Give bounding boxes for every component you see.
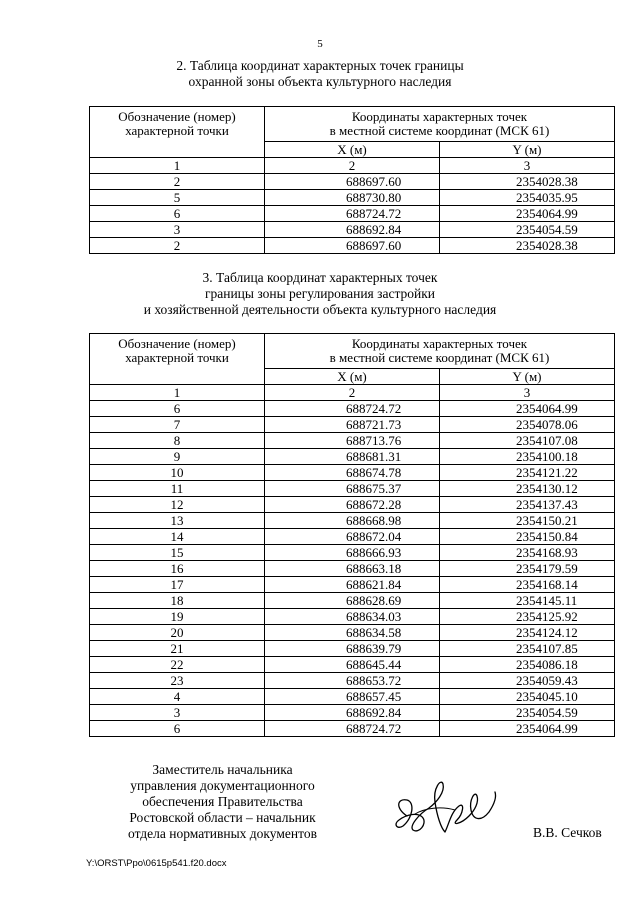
y-coordinate-cell: 2354150.21 — [440, 513, 615, 529]
point-number-cell: 3 — [90, 705, 265, 721]
table-row — [90, 657, 615, 673]
x-coordinate-cell: 688645.44 — [265, 657, 440, 673]
point-number-cell: 7 — [90, 417, 265, 433]
x-coordinate-cell: 688657.45 — [265, 689, 440, 705]
x-coordinate-cell: 688730.80 — [265, 190, 440, 206]
y-coordinate-cell: 2354028.38 — [440, 174, 615, 190]
index-cell: 1 — [90, 158, 265, 174]
x-coordinate-cell: 688653.72 — [265, 673, 440, 689]
y-coordinate-cell: 2354100.18 — [440, 449, 615, 465]
point-number-cell: 14 — [90, 529, 265, 545]
point-number-cell: 17 — [90, 577, 265, 593]
signatory-line: обеспечения Правительства — [142, 794, 303, 809]
signatory-line: управления документационного — [130, 778, 315, 793]
index-cell: 3 — [440, 385, 615, 401]
page-number: 5 — [317, 38, 323, 50]
coordinates-table-2 — [89, 333, 615, 737]
x-coordinate-cell: 688663.18 — [265, 561, 440, 577]
y-coordinate-cell: 2354125.92 — [440, 609, 615, 625]
x-coordinate-cell: 688697.60 — [265, 238, 440, 254]
x-coordinate-cell: 688721.73 — [265, 417, 440, 433]
x-coordinate-cell: 688692.84 — [265, 222, 440, 238]
point-number-cell: 23 — [90, 673, 265, 689]
x-coordinate-cell: 688692.84 — [265, 705, 440, 721]
signatory-line: Заместитель начальника — [152, 762, 293, 777]
point-number-cell: 8 — [90, 433, 265, 449]
table2-body — [90, 385, 615, 737]
table-row — [90, 174, 615, 190]
index-cell: 2 — [265, 158, 440, 174]
point-number-cell: 4 — [90, 689, 265, 705]
file-path: Y:\ORST\Ppo\0615p541.f20.docx — [86, 858, 227, 869]
table-row — [90, 449, 615, 465]
y-coordinate-cell: 2354028.38 — [440, 238, 615, 254]
header-line: Координаты характерных точек — [351, 336, 528, 351]
table1-title-line: охранной зоны объекта культурного наследия — [188, 74, 452, 89]
table-row — [90, 238, 615, 254]
table2-title-line: границы зоны регулирования застройки — [204, 286, 436, 301]
point-number-cell: 6 — [90, 401, 265, 417]
index-cell: 3 — [440, 158, 615, 174]
header-line: характерной точки — [125, 123, 229, 138]
table-row — [90, 513, 615, 529]
y-coordinate-cell: 2354064.99 — [440, 721, 615, 737]
y-coordinate-cell: 2354121.22 — [440, 465, 615, 481]
point-number-cell: 19 — [90, 609, 265, 625]
table-row — [90, 401, 615, 417]
x-coordinate-cell: 688666.93 — [265, 545, 440, 561]
x-coordinate-cell: 688634.03 — [265, 609, 440, 625]
handwritten-signature — [385, 768, 505, 848]
x-coordinate-cell: 688724.72 — [265, 401, 440, 417]
y-coordinate-cell: 2354064.99 — [440, 401, 615, 417]
point-number-cell: 13 — [90, 513, 265, 529]
y-coordinate-cell: 2354145.11 — [440, 593, 615, 609]
index-cell: 2 — [265, 385, 440, 401]
table-row — [90, 545, 615, 561]
signatory-position — [95, 762, 350, 842]
table-row — [90, 641, 615, 657]
x-coordinate-cell: 688681.31 — [265, 449, 440, 465]
table-row — [90, 593, 615, 609]
x-coordinate-cell: 688628.69 — [265, 593, 440, 609]
x-coordinate-cell: 688668.98 — [265, 513, 440, 529]
point-number-cell: 16 — [90, 561, 265, 577]
y-coordinate-cell: 2354059.43 — [440, 673, 615, 689]
y-coordinate-cell: 2354168.93 — [440, 545, 615, 561]
x-coordinate-cell: 688639.79 — [265, 641, 440, 657]
point-number-cell: 22 — [90, 657, 265, 673]
table-row — [90, 222, 615, 238]
y-coordinate-cell: 2354035.95 — [440, 190, 615, 206]
y-coordinate-cell: 2354078.06 — [440, 417, 615, 433]
header-line: характерной точки — [125, 350, 229, 365]
point-number-cell: 18 — [90, 593, 265, 609]
point-number-cell: 11 — [90, 481, 265, 497]
table-row — [90, 625, 615, 641]
signatory-name: В.В. Сечков — [533, 825, 602, 840]
y-coordinate-cell: 2354045.10 — [440, 689, 615, 705]
point-number-cell: 2 — [90, 174, 265, 190]
point-number-cell: 6 — [90, 721, 265, 737]
y-coordinate-cell: 2354130.12 — [440, 481, 615, 497]
signatory-line: Ростовской области – начальник — [129, 810, 316, 825]
x-coordinate-cell: 688672.04 — [265, 529, 440, 545]
table-row — [90, 433, 615, 449]
header-coordinates — [265, 334, 615, 369]
point-number-cell: 3 — [90, 222, 265, 238]
table-row — [90, 497, 615, 513]
table-row — [90, 481, 615, 497]
index-row — [90, 385, 615, 401]
header-y: Y (м) — [440, 369, 615, 385]
x-coordinate-cell: 688724.72 — [265, 206, 440, 222]
point-number-cell: 9 — [90, 449, 265, 465]
y-coordinate-cell: 2354168.14 — [440, 577, 615, 593]
table-row — [90, 465, 615, 481]
point-number-cell: 10 — [90, 465, 265, 481]
header-x: X (м) — [265, 369, 440, 385]
table-row — [90, 190, 615, 206]
point-number-cell: 6 — [90, 206, 265, 222]
table-row — [90, 577, 615, 593]
x-coordinate-cell: 688724.72 — [265, 721, 440, 737]
table-row — [90, 417, 615, 433]
point-number-cell: 2 — [90, 238, 265, 254]
table-row — [90, 206, 615, 222]
header-line: Координаты характерных точек — [351, 109, 528, 124]
y-coordinate-cell: 2354124.12 — [440, 625, 615, 641]
table2-title-line: и хозяйственной деятельности объекта культурного наследия — [143, 302, 497, 317]
y-coordinate-cell: 2354107.08 — [440, 433, 615, 449]
table-row — [90, 609, 615, 625]
header-y: Y (м) — [440, 142, 615, 158]
y-coordinate-cell: 2354150.84 — [440, 529, 615, 545]
x-coordinate-cell: 688634.58 — [265, 625, 440, 641]
header-coordinates — [265, 107, 615, 142]
table-row — [90, 673, 615, 689]
header-line: Обозначение (номер) — [118, 109, 236, 124]
point-number-cell: 5 — [90, 190, 265, 206]
table2-title — [0, 270, 640, 318]
point-number-cell: 20 — [90, 625, 265, 641]
table-row — [90, 705, 615, 721]
point-number-cell: 12 — [90, 497, 265, 513]
table2-title-line: 3. Таблица координат характерных точек — [202, 270, 438, 285]
index-row — [90, 158, 615, 174]
table1-title — [0, 58, 640, 90]
signatory-line: отдела нормативных документов — [128, 826, 317, 841]
table1-title-line: 2. Таблица координат характерных точек границы — [176, 58, 464, 73]
x-coordinate-cell: 688675.37 — [265, 481, 440, 497]
y-coordinate-cell: 2354107.85 — [440, 641, 615, 657]
y-coordinate-cell: 2354054.59 — [440, 222, 615, 238]
table1-body — [90, 158, 615, 254]
point-number-cell: 15 — [90, 545, 265, 561]
x-coordinate-cell: 688672.28 — [265, 497, 440, 513]
index-cell: 1 — [90, 385, 265, 401]
x-coordinate-cell: 688674.78 — [265, 465, 440, 481]
point-number-cell: 21 — [90, 641, 265, 657]
x-coordinate-cell: 688621.84 — [265, 577, 440, 593]
coordinates-table-1 — [89, 106, 615, 254]
header-line: в местной системе координат (МСК 61) — [329, 350, 550, 365]
header-line: Обозначение (номер) — [118, 336, 236, 351]
table-row — [90, 529, 615, 545]
y-coordinate-cell: 2354086.18 — [440, 657, 615, 673]
header-point-designation — [90, 334, 265, 385]
x-coordinate-cell: 688713.76 — [265, 433, 440, 449]
y-coordinate-cell: 2354179.59 — [440, 561, 615, 577]
y-coordinate-cell: 2354054.59 — [440, 705, 615, 721]
table-row — [90, 721, 615, 737]
header-line: в местной системе координат (МСК 61) — [329, 123, 550, 138]
header-x: X (м) — [265, 142, 440, 158]
y-coordinate-cell: 2354064.99 — [440, 206, 615, 222]
y-coordinate-cell: 2354137.43 — [440, 497, 615, 513]
table-row — [90, 561, 615, 577]
table-row — [90, 689, 615, 705]
header-point-designation — [90, 107, 265, 158]
x-coordinate-cell: 688697.60 — [265, 174, 440, 190]
